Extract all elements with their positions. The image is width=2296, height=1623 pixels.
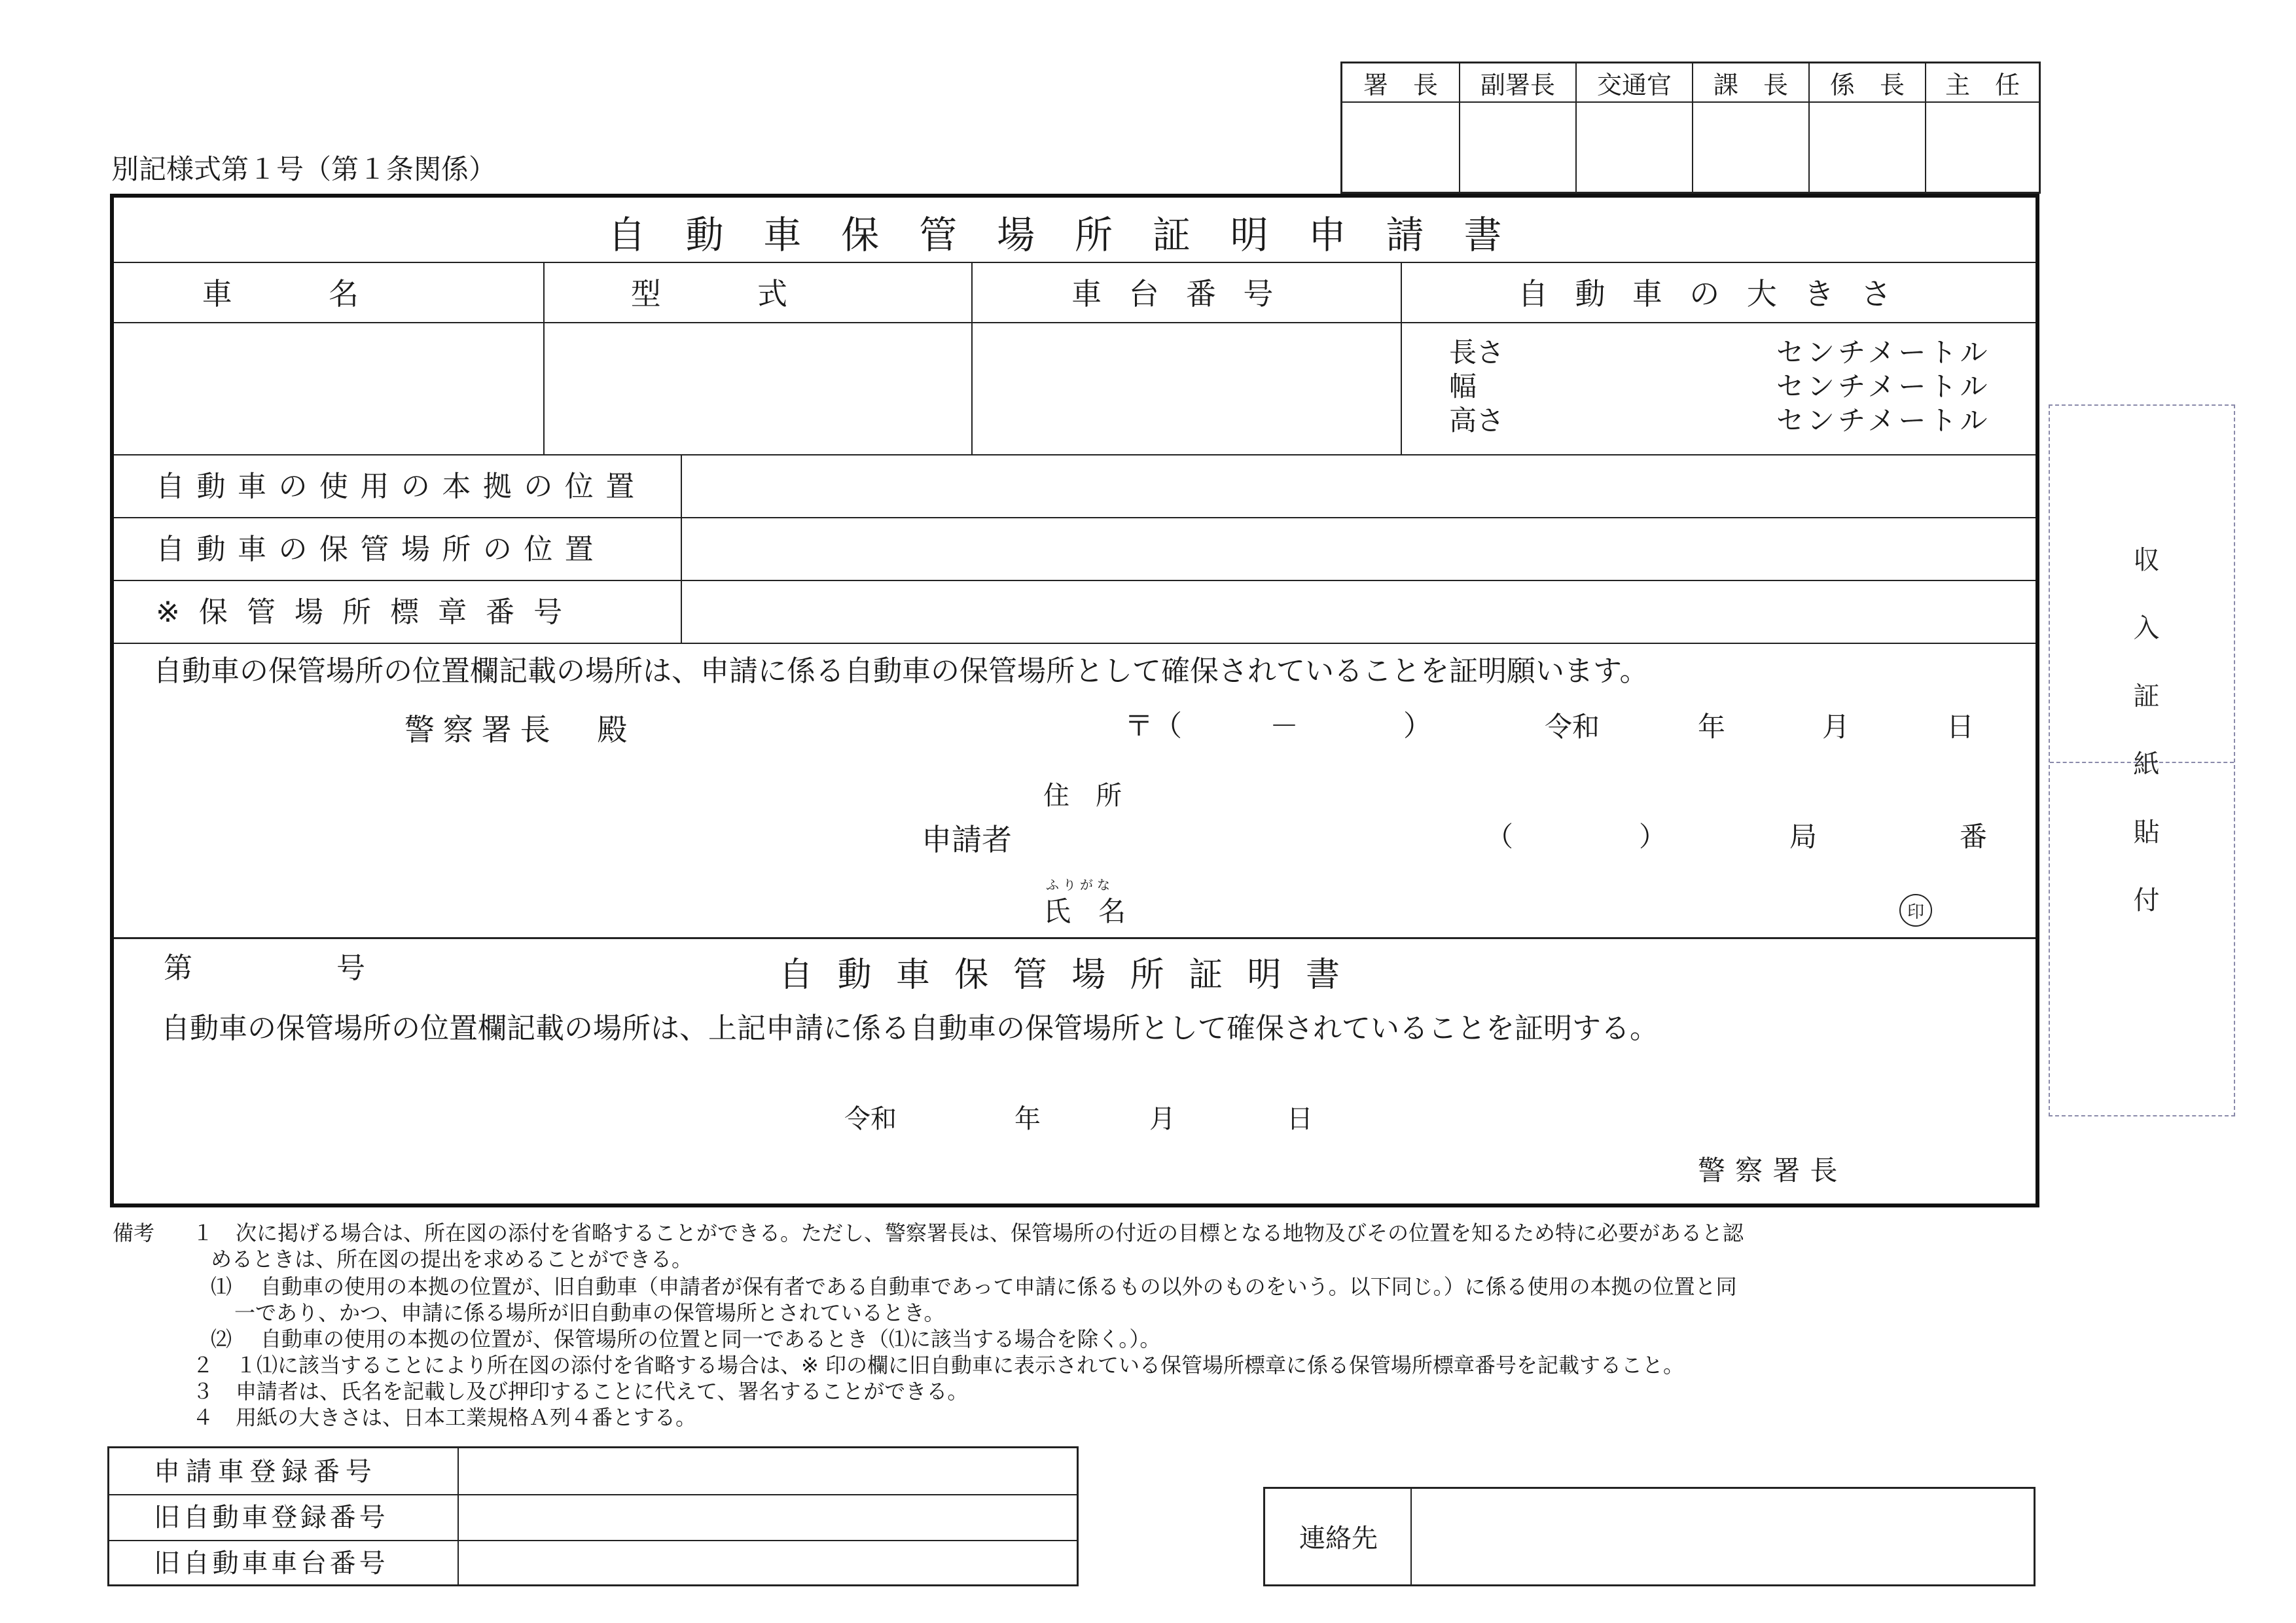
size-header: 自動車の大きさ	[1518, 276, 1918, 312]
address-label: 住 所	[1043, 781, 1122, 811]
phone-exchange-label: 局	[1789, 821, 1818, 853]
phone-number-label: 番	[1960, 821, 1988, 853]
note-continuation: めるときは、所在図の提出を求めることができる。	[211, 1247, 693, 1272]
old-registration-number-field[interactable]	[460, 1495, 1075, 1539]
divider	[114, 454, 2036, 455]
application-date-day: 日	[1946, 711, 1975, 743]
column-divider	[681, 454, 682, 643]
contact-field[interactable]	[1413, 1490, 2032, 1583]
approval-column	[1342, 63, 1459, 192]
approval-stamp-cell[interactable]	[1926, 101, 2039, 192]
application-month-field[interactable]	[1731, 708, 1816, 745]
postal-code-dash: －	[1270, 709, 1299, 743]
column-divider	[543, 262, 545, 454]
storage-location-field[interactable]	[683, 520, 2033, 579]
model-header: 型式	[630, 276, 884, 312]
height-field[interactable]	[1515, 403, 1763, 432]
approval-column	[1575, 63, 1692, 192]
approval-column-header: 署 長	[1342, 63, 1459, 103]
registration-table	[107, 1446, 1079, 1586]
approval-stamp-cell[interactable]	[1577, 101, 1692, 192]
note-text: 申請者は、氏名を記載し及び押印することに代えて、署名することができる。	[236, 1379, 969, 1404]
notes-heading: 備考	[113, 1221, 155, 1245]
note-text: 用紙の大きさは、日本工業規格Ａ列４番とする。	[236, 1405, 697, 1430]
approval-column-header: 課 長	[1693, 63, 1808, 103]
application-year-field[interactable]	[1606, 708, 1691, 745]
width-field[interactable]	[1515, 369, 1763, 398]
note-continuation: 一であり、かつ、申請に係る場所が旧自動車の保管場所とされているとき。	[234, 1300, 945, 1325]
postal-code-close: ）	[1403, 709, 1432, 743]
width-label: 幅	[1449, 370, 1477, 402]
postal-code-prefix: 〒（	[1124, 709, 1182, 743]
divider	[114, 937, 2036, 939]
note-marker: １	[192, 1221, 214, 1245]
approval-column	[1459, 63, 1575, 192]
application-title: 自動車保管場所証明申請書	[607, 213, 1542, 257]
postal-code-second-field[interactable]	[1305, 708, 1397, 745]
length-field[interactable]	[1515, 335, 1763, 364]
note-marker: ２	[192, 1353, 214, 1378]
height-label: 高さ	[1449, 404, 1505, 437]
divider	[114, 262, 2036, 263]
divider	[114, 643, 2036, 644]
chassis-number-field[interactable]	[974, 325, 1398, 452]
note-marker: ⑴	[211, 1274, 232, 1299]
furigana-label: ふりがな	[1046, 877, 1114, 893]
car-name-field[interactable]	[117, 325, 541, 452]
certificate-date-month: 月	[1149, 1104, 1175, 1134]
column-divider	[457, 1448, 459, 1584]
registration-row-label: 申請車登録番号	[154, 1457, 378, 1487]
request-text: 自動車の保管場所の位置欄記載の場所は、申請に係る自動車の保管場所として確保されていることを証明願います。	[153, 654, 1649, 688]
application-day-field[interactable]	[1855, 708, 1940, 745]
width-unit: センチメートル	[1776, 370, 1991, 402]
note-text: １⑴に該当することにより所在図の添付を省略する場合は、※ 印の欄に旧自動車に表示されている保管場所標章に係る保管場所標章番号を記載すること。	[236, 1353, 1684, 1378]
phone-exchange-field[interactable]	[1672, 817, 1783, 853]
car-name-header: 車名	[202, 276, 456, 312]
chassis-number-header: 車台番号	[1071, 276, 1300, 312]
certificate-number-field[interactable]	[199, 949, 330, 986]
phone-close: ）	[1639, 821, 1667, 853]
certificate-number-suffix: 号	[336, 952, 365, 985]
approval-column-header: 主 任	[1926, 63, 2039, 103]
addressee: 警察署長 殿	[404, 712, 636, 747]
divider	[114, 322, 2036, 323]
note-marker: ⑵	[211, 1327, 232, 1351]
note-text: 次に掲げる場合は、所在図の添付を省略することができる。ただし、警察署長は、保管場所の付近の目標となる地物及びその位置を知るため特に必要があると認	[236, 1221, 1744, 1245]
column-divider	[1410, 1489, 1412, 1584]
column-divider	[971, 262, 973, 454]
approval-column	[1925, 63, 2039, 192]
certificate-text: 自動車の保管場所の位置欄記載の場所は、上記申請に係る自動車の保管場所として確保されていることを証明する。	[161, 1012, 1659, 1045]
base-location-field[interactable]	[683, 457, 2033, 516]
approval-stamp-cell[interactable]	[1810, 101, 1925, 192]
registration-number-field[interactable]	[460, 1450, 1075, 1493]
application-form	[110, 194, 2039, 1207]
approval-stamp-cell[interactable]	[1460, 101, 1575, 192]
note-text: 自動車の使用の本拠の位置が、保管場所の位置と同一であるとき（⑴に該当する場合を除く。）。	[260, 1327, 1161, 1351]
application-date-year: 年	[1698, 711, 1726, 743]
approval-column	[1808, 63, 1925, 192]
approval-stamp-cell[interactable]	[1342, 101, 1459, 192]
certificate-issuer: 警察署長	[1698, 1154, 1848, 1186]
approval-stamp-cell[interactable]	[1693, 101, 1808, 192]
registration-row-label: 旧自動車登録番号	[154, 1503, 389, 1533]
police-station-name-field[interactable]	[212, 708, 402, 747]
old-chassis-number-field[interactable]	[460, 1541, 1075, 1584]
approval-column-header: 副署長	[1460, 63, 1575, 103]
name-label: 氏 名	[1043, 895, 1126, 927]
approval-column	[1692, 63, 1808, 192]
certificate-date-year: 年	[1014, 1104, 1041, 1134]
certificate-date-day: 日	[1287, 1104, 1313, 1134]
sticker-number-label: ※保管場所標章番号	[156, 596, 582, 629]
certificate-date-era: 令和	[844, 1104, 897, 1134]
column-divider	[1401, 262, 1402, 454]
application-date-era: 令和	[1545, 711, 1600, 743]
application-date-month: 月	[1822, 711, 1850, 743]
registration-row-label: 旧自動車車台番号	[154, 1548, 389, 1578]
revenue-stamp-box[interactable]	[2049, 404, 2235, 1116]
model-field[interactable]	[546, 325, 969, 452]
approval-column-header: 係 長	[1810, 63, 1925, 103]
certificate-number-prefix: 第	[164, 952, 192, 985]
seal-mark: 印	[1899, 894, 1932, 927]
stamp-box-label: 収入証紙貼付	[2129, 546, 2159, 954]
length-unit: センチメートル	[1776, 336, 1991, 368]
phone-open: （	[1486, 821, 1514, 853]
base-location-label: 自動車の使用の本拠の位置	[156, 470, 647, 503]
form-number: 別記様式第１号（第１条関係）	[111, 153, 497, 185]
divider	[114, 517, 2036, 518]
phone-area-code-field[interactable]	[1521, 817, 1632, 853]
note-marker: ４	[192, 1405, 214, 1430]
certificate-title: 自動車保管場所証明書	[779, 955, 1365, 995]
applicant-label: 申請者	[922, 822, 1012, 857]
height-unit: センチメートル	[1776, 404, 1991, 437]
storage-location-label: 自動車の保管場所の位置	[156, 533, 606, 566]
length-label: 長さ	[1449, 336, 1505, 368]
note-marker: ３	[192, 1379, 214, 1404]
contact-table	[1263, 1487, 2036, 1586]
sticker-number-field[interactable]	[683, 582, 2033, 641]
postal-code-first-field[interactable]	[1187, 708, 1263, 745]
note-text: 自動車の使用の本拠の位置が、旧自動車（申請者が保有者である自動車であって申請に係るもの以外のものをいう。以下同じ。）に係る使用の本拠の位置と同	[260, 1274, 1737, 1299]
approval-column-header: 交通官	[1577, 63, 1692, 103]
address-field[interactable]	[1135, 774, 2018, 813]
approval-stamp-table	[1340, 62, 2041, 194]
phone-number-field[interactable]	[1829, 817, 1953, 853]
divider	[114, 580, 2036, 581]
applicant-name-field[interactable]	[1135, 885, 1861, 931]
contact-label: 連絡先	[1299, 1524, 1378, 1554]
